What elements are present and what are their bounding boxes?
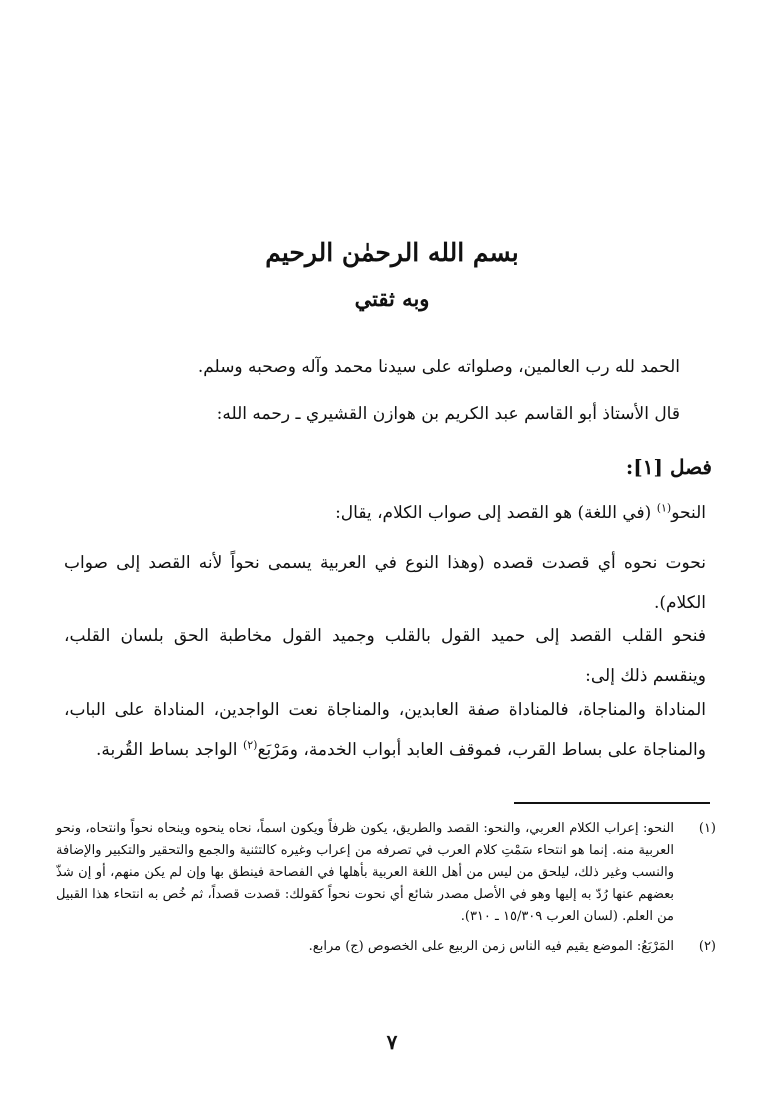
footnote-ref-2[interactable]: (٢) (242, 738, 258, 752)
footnote-2 (56, 936, 716, 958)
footnote-1-marker: (١) (698, 821, 716, 836)
paragraph-4 (64, 690, 706, 770)
paragraph-4-rest: الواجد بساط القُربة. (95, 740, 243, 760)
paragraph-4-start: المناداة والمناجاة، فالمناداة صفة العابدين، والمناجاة نعت الواجدين، المناداة على الباب، والمناجاة على بساط القرب، فموقف العابد أبواب الخدمة، ومَرْبَع (64, 700, 706, 760)
paragraph-1 (64, 493, 706, 533)
paragraph-1-start: النحو (671, 503, 706, 523)
paragraph-1-rest: (في اللغة) هو القصد إلى صواب الكلام، يقال: (335, 503, 657, 523)
footnotes (56, 818, 716, 966)
paragraph-3: فنحو القلب القصد إلى حميد القول بالقلب وجميد القول مخاطبة الحق بلسان القلب، وينقسم ذلك إلى: (64, 626, 706, 686)
footnote-1-text: النحو: إعراب الكلام العربي، والنحو: القصد والطريق، يكون ظرفاً ويكون اسماً، نحاه ينحوه وينحاه نحواً وانتحاه، ونحو العربية منه. إنما هو انتحاء سَمْتِ كلام العرب في تصرفه من إعراب وغيره كالتثنية والجمع والتحقير والتكبير والإضافة والنسب وغير ذلك، ليلحق من ليس من أهل اللغة العربية بأهلها في الفصاحة فينطق بها وإن لم يكن منهم، أو إن شذّ بعضهم عنها رُدّ به إليها وهو في الأصل مصدر شائع أي نحوت نحواً كقولك: قصدت قصداً، ثم خُص به انتحاء هذا القبيل من العلم. (لسان العرب ١٥/٣٠٩ ـ ٣١٠). (56, 821, 674, 924)
page-number: ٧ (386, 1030, 398, 1054)
footnote-2-text: المَرْبَعُ: الموضع يقيم فيه الناس زمن الربيع على الخصوص (ج) مرابع. (308, 939, 674, 954)
author-attribution: قال الأستاذ أبو القاسم عبد الكريم بن هوازن القشيري ـ رحمه الله: (216, 404, 680, 424)
subtitle: وبه ثقتي (354, 286, 430, 311)
opening-praise: الحمد لله رب العالمين، وصلواته على سيدنا محمد وآله وصحبه وسلم. (197, 357, 680, 377)
paragraph-2: نحوت نحوه أي قصدت قصده (وهذا النوع في العربية يسمى نحواً لأنه القصد إلى صواب الكلام). (64, 553, 706, 613)
basmala-title: بسم الله الرحمٰن الرحيم (265, 238, 519, 267)
footnote-2-marker: (٢) (698, 939, 716, 954)
footnote-separator (514, 802, 710, 804)
section-heading: فصل [١]: (625, 455, 712, 479)
footnote-ref-1[interactable]: (١) (656, 501, 672, 515)
footnote-1 (56, 818, 716, 928)
